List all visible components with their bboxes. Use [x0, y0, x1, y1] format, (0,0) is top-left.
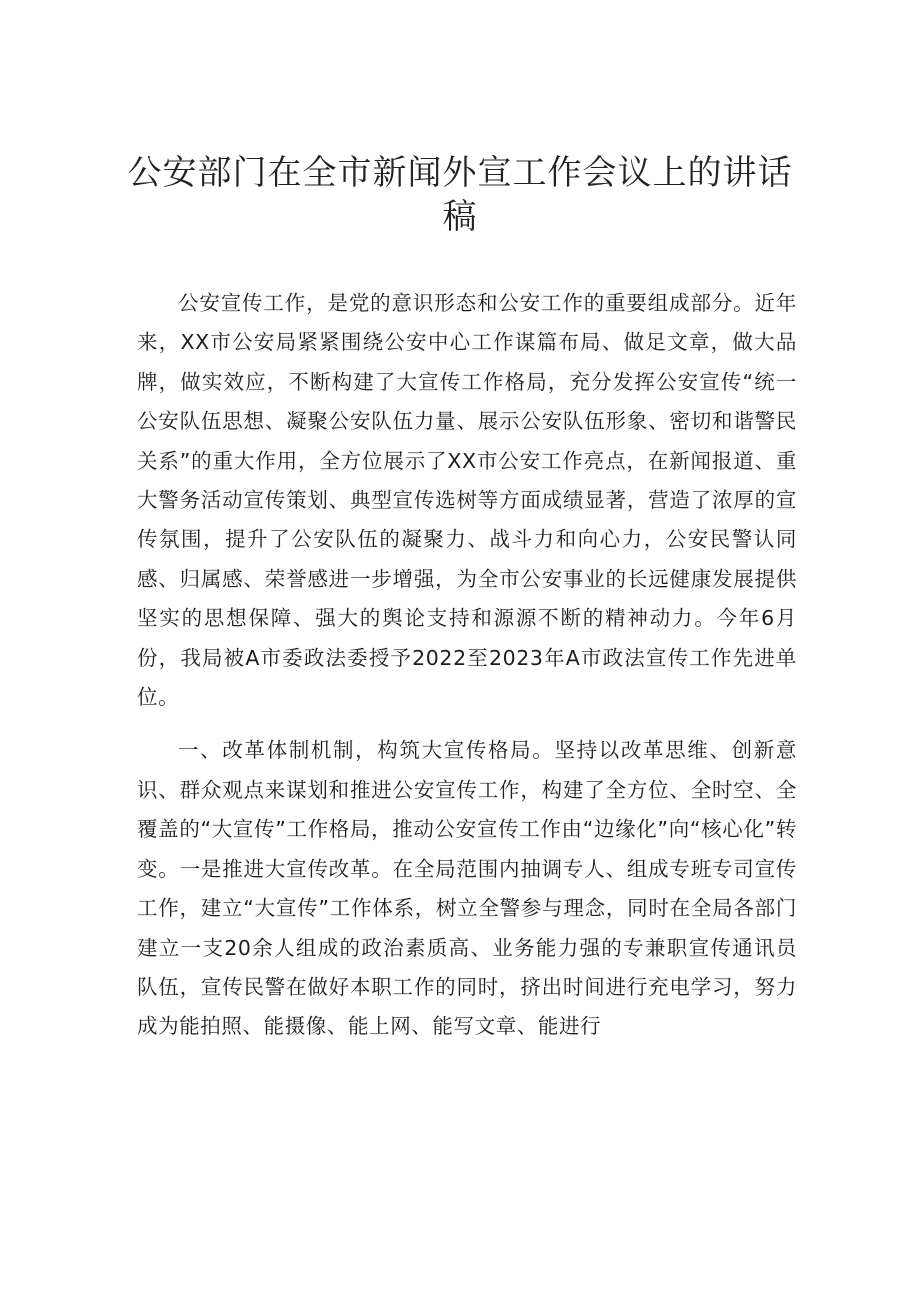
paragraph-intro: 公安宣传工作，是党的意识形态和公安工作的重要组成部分。近年来，XX市公安局紧紧围绕公安中心工作谋篇布局、做足文章，做大品牌，做实效应，不断构建了大宣传工作格局，充分发挥公安宣传“统一公安队伍思想、凝聚公安队伍力量、展示公安队伍形象、密切和谐警民关系”的重大作用，全方位展示了XX市公安工作亮点，在新闻报道、重大警务活动宣传策划、典型宣传选树等方面成绩显著，营造了浓厚的宣传氛围，提升了公安队伍的凝聚力、战斗力和向心力，公安民警认同感、归属感、荣誉感进一步增强，为全市公安事业的长远健康发展提供坚实的思想保障、强大的舆论支持和源源不断的精神动力。今年6月份，我局被A市委政法委授予2022至2023年A市政法宣传工作先进单位。 — [137, 291, 797, 710]
paragraph-section-one: 一、改革体制机制，构筑大宣传格局。坚持以改革思维、创新意识、群众观点来谋划和推进公安宣传工作，构建了全方位、全时空、全覆盖的“大宣传”工作格局，推动公安宣传工作由“边缘化”向“核心化”转变。一是推进大宣传改革。在全局范围内抽调专人、组成专班专司宣传工作，建立“大宣传”工作体系，树立全警参与理念，同时在全局各部门建立一支20余人组成的政治素质高、业务能力强的专兼职宣传通讯员队伍，宣传民警在做好本职工作的同时，挤出时间进行充电学习，努力成为能拍照、能摄像、能上网、能写文章、能进行 — [137, 738, 797, 1039]
document-title: 公安部门在全市新闻外宣工作会议上的讲话稿 — [127, 152, 793, 237]
document-body — [137, 284, 797, 1047]
